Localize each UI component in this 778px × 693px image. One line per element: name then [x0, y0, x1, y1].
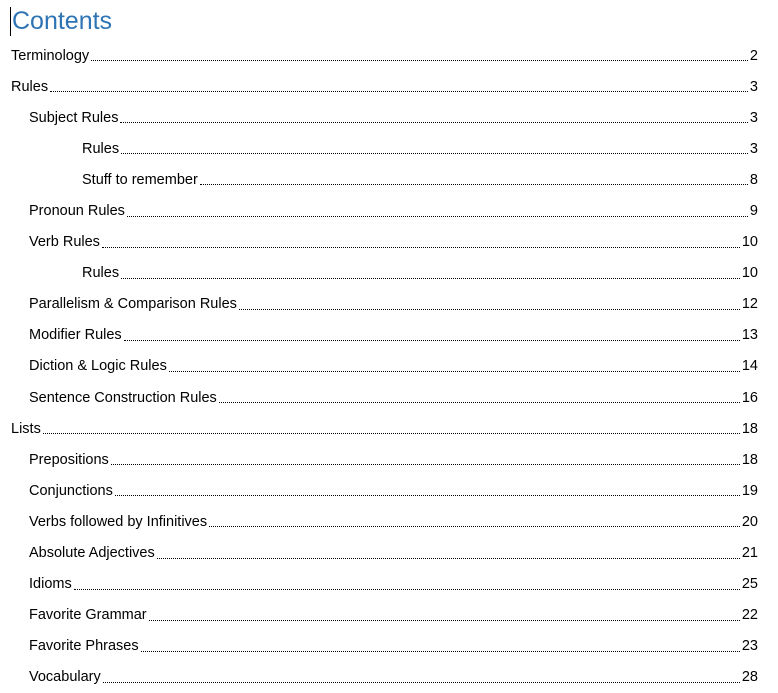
- dot-leader: [102, 247, 740, 248]
- toc-entry-label: Prepositions: [29, 451, 109, 468]
- toc-entry-label: Vocabulary: [29, 669, 101, 686]
- toc-entry-page-number: 9: [749, 203, 758, 220]
- toc-entry-label: Favorite Grammar: [29, 607, 147, 624]
- toc-entry[interactable]: [0, 195, 778, 226]
- toc-entry[interactable]: [0, 227, 778, 258]
- toc-entry[interactable]: [0, 71, 778, 102]
- toc-entry-label: Rules: [11, 78, 49, 95]
- dot-leader: [124, 340, 740, 341]
- toc-entry-label: Favorite Phrases: [29, 638, 139, 655]
- toc-entry-page-number: 16: [741, 389, 758, 406]
- dot-leader: [91, 60, 748, 61]
- toc-entry[interactable]: [0, 133, 778, 164]
- dot-leader: [219, 402, 740, 403]
- toc-entry[interactable]: [0, 538, 778, 569]
- dot-leader: [209, 526, 740, 527]
- dot-leader: [43, 433, 740, 434]
- dot-leader: [120, 122, 747, 123]
- dot-leader: [121, 278, 740, 279]
- toc-entry[interactable]: [0, 444, 778, 475]
- toc-entry-page-number: 23: [741, 638, 758, 655]
- toc-entry-label: Idioms: [29, 576, 72, 593]
- dot-leader: [121, 153, 748, 154]
- toc-entry-label: Terminology: [11, 47, 90, 64]
- toc-entry-page-number: 12: [741, 296, 758, 313]
- toc-entry[interactable]: [0, 382, 778, 413]
- toc-entry-page-number: 3: [749, 109, 758, 126]
- dot-leader: [200, 184, 748, 185]
- toc-entry-label: Diction & Logic Rules: [29, 358, 167, 375]
- toc-entry-label: Lists: [11, 420, 41, 437]
- dot-leader: [239, 309, 740, 310]
- toc-entry-page-number: 13: [741, 327, 758, 344]
- dot-leader: [50, 91, 748, 92]
- toc-entry-label: Subject Rules: [29, 109, 119, 126]
- dot-leader: [149, 620, 740, 621]
- dot-leader: [169, 371, 740, 372]
- toc-entry-page-number: 28: [741, 669, 758, 686]
- toc-entry-page-number: 18: [741, 451, 758, 468]
- dot-leader: [141, 651, 740, 652]
- toc-entry[interactable]: [0, 662, 778, 693]
- toc-entry[interactable]: [0, 320, 778, 351]
- text-cursor: [10, 7, 11, 36]
- toc-entry-page-number: 3: [749, 78, 758, 95]
- toc-entry-page-number: 22: [741, 607, 758, 624]
- toc-entry-label: Stuff to remember: [82, 171, 198, 188]
- toc-entry-page-number: 3: [749, 140, 758, 157]
- toc-entry[interactable]: [0, 506, 778, 537]
- toc-entry-page-number: 8: [749, 171, 758, 188]
- toc-entry-page-number: 10: [741, 234, 758, 251]
- dot-leader: [157, 558, 740, 559]
- toc-entry-label: Conjunctions: [29, 482, 113, 499]
- toc-entry[interactable]: [0, 631, 778, 662]
- toc-entry-page-number: 20: [741, 513, 758, 530]
- dot-leader: [103, 682, 740, 683]
- dot-leader: [115, 495, 740, 496]
- toc-entry-label: Pronoun Rules: [29, 203, 125, 220]
- toc-entry-label: Parallelism & Comparison Rules: [29, 296, 237, 313]
- toc-entry[interactable]: [0, 475, 778, 506]
- toc-entry-page-number: 19: [741, 482, 758, 499]
- toc-entry-page-number: 21: [741, 545, 758, 562]
- toc-entry[interactable]: [0, 102, 778, 133]
- toc-entry[interactable]: [0, 258, 778, 289]
- toc-entry-page-number: 10: [741, 265, 758, 282]
- toc-entry-label: Verb Rules: [29, 234, 100, 251]
- toc-entry-page-number: 25: [741, 576, 758, 593]
- toc-entry-label: Rules: [82, 265, 120, 282]
- toc-entry[interactable]: [0, 569, 778, 600]
- toc-entry[interactable]: [0, 289, 778, 320]
- toc-entry-label: Rules: [82, 140, 120, 157]
- dot-leader: [111, 464, 740, 465]
- toc-entry-label: Absolute Adjectives: [29, 545, 155, 562]
- toc-entry-page-number: 14: [741, 358, 758, 375]
- toc-entry-page-number: 2: [749, 47, 758, 64]
- toc-entry-label: Modifier Rules: [29, 327, 122, 344]
- toc-entry[interactable]: [0, 351, 778, 382]
- dot-leader: [74, 589, 740, 590]
- toc-entry[interactable]: [0, 413, 778, 444]
- toc-entry[interactable]: [0, 40, 778, 71]
- toc-heading: Contents: [12, 7, 113, 35]
- toc-entry-label: Sentence Construction Rules: [29, 389, 217, 406]
- toc-entry-page-number: 18: [741, 420, 758, 437]
- table-of-contents: [0, 40, 778, 693]
- toc-entry[interactable]: [0, 164, 778, 195]
- toc-entry-label: Verbs followed by Infinitives: [29, 513, 208, 530]
- toc-entry[interactable]: [0, 600, 778, 631]
- dot-leader: [127, 216, 748, 217]
